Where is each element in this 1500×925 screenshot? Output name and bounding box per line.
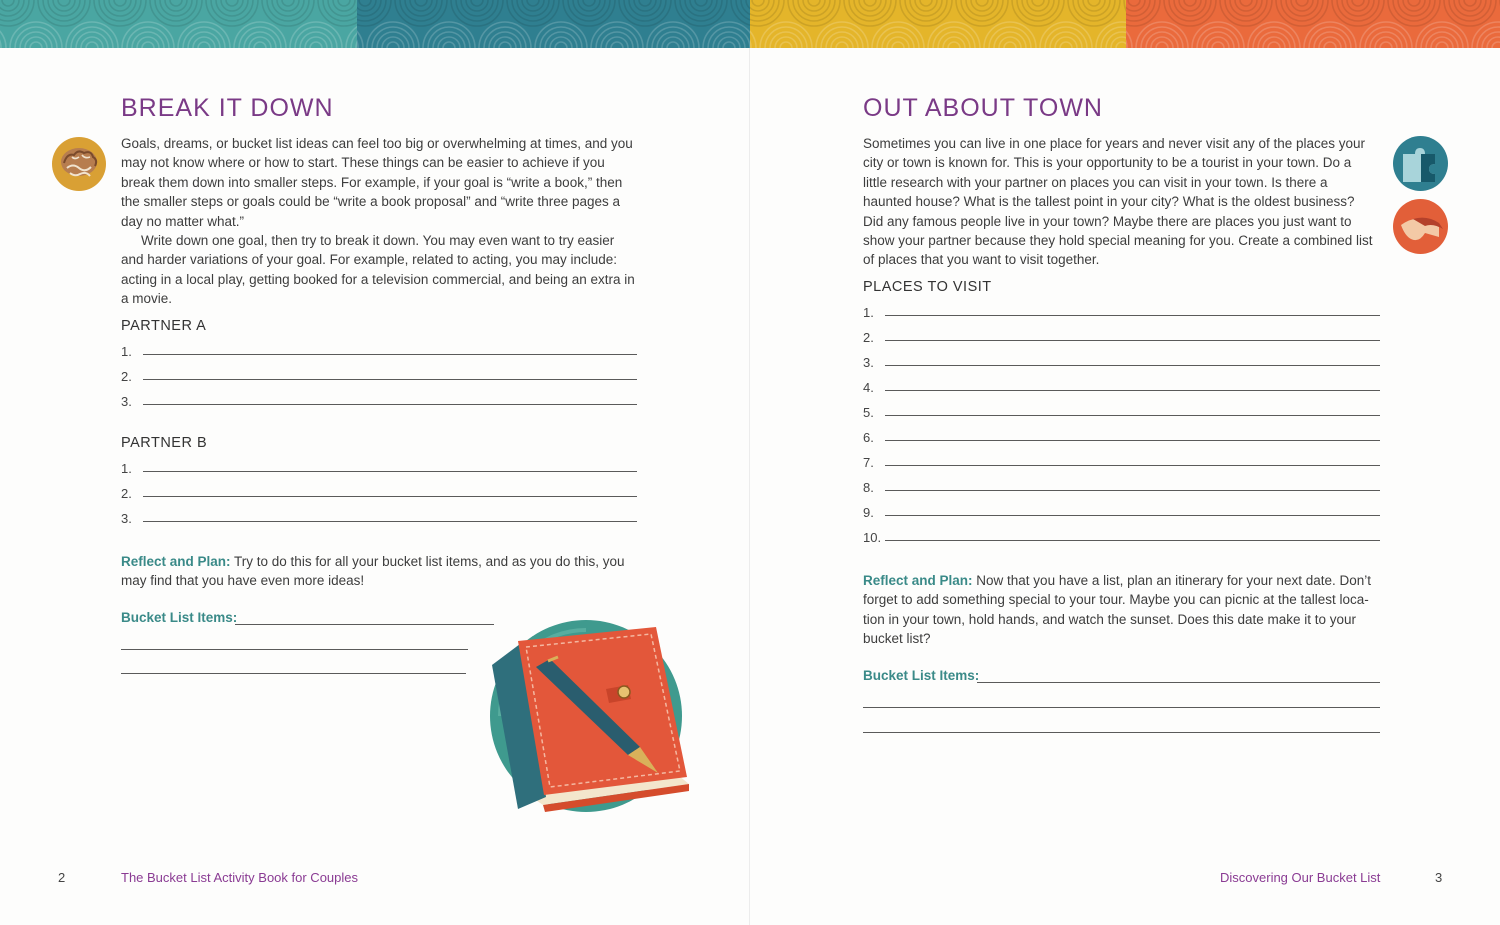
page-title: BREAK IT DOWN [121,94,334,122]
band-arc [1136,22,1188,48]
band-arc [1128,0,1140,6]
list-item[interactable] [121,386,637,411]
band-arc [357,0,381,16]
band-arc [1220,0,1272,26]
item-number: 3. [121,511,132,526]
decorative-header-band [0,0,1500,48]
places-to-visit-list [863,297,1380,547]
partner-b-label: PARTNER B [121,435,208,451]
band-arc [816,22,868,48]
item-number: 1. [863,305,874,320]
intro-paragraph: Sometimes you can live in one place for years and never visit any of the places your city or town is known for. This is your opportunity to be a tourist in your town. Do a little research with your partner on places you can visit in your town. Is there a haunted house? What is the tallest point in your city? What is the oldest business? Did any famous people live in your town? Maybe there are places you just want to show your partner because they hold special meaning for you. Create a combined list of places that you want to visit together. [863,136,1373,268]
partner-a-list [121,336,637,411]
list-item[interactable] [121,361,637,386]
reflect-label: Reflect and Plan: [121,554,231,569]
band-arc [451,0,503,26]
band-arc [808,0,820,6]
band-arc [178,22,230,48]
write-line[interactable] [885,339,1380,341]
write-line[interactable] [885,414,1380,416]
band-arc [1296,0,1308,6]
bucket-list-label: Bucket List Items: [863,668,980,683]
reflect-label: Reflect and Plan: [863,573,973,588]
puzzle-icon [1393,136,1448,196]
band-arc [423,22,475,48]
band-arc [0,27,1,48]
band-segment-blue [357,0,750,48]
partner-b-list [121,453,637,528]
page-number: 3 [1435,870,1443,885]
band-arc [788,0,840,26]
band-arc [357,27,358,48]
item-number: 6. [863,430,874,445]
band-arc [591,22,643,48]
reflect-text: Try to do this for all your bucket list items, and as you do this, you may find that you have even more ideas! [121,554,625,589]
band-arc [1088,0,1100,6]
band-arc [675,0,727,26]
band-arc [290,22,342,48]
band-segment-orange [1126,0,1500,48]
hands-icon [1393,199,1448,259]
item-number: 9. [863,505,874,520]
item-number: 2. [863,330,874,345]
band-arc [58,0,70,6]
band-arc [647,22,699,48]
band-arc [1444,0,1496,26]
write-line[interactable] [885,514,1380,516]
band-arc [1068,0,1120,26]
band-arc [1012,0,1064,26]
write-line[interactable] [885,314,1380,316]
band-pattern [1126,0,1500,48]
list-item[interactable] [863,522,1380,547]
band-segment-yellow [750,0,1126,48]
list-item[interactable] [863,322,1380,347]
write-line[interactable] [885,489,1380,491]
band-arc [928,22,980,48]
band-arc [262,0,314,26]
band-arc [920,0,932,6]
item-number: 2. [121,486,132,501]
item-number: 5. [863,405,874,420]
left-page [0,48,749,925]
band-arc [507,0,559,26]
item-number: 3. [863,355,874,370]
band-arc [956,0,1008,26]
bucket-list-line[interactable] [235,624,494,625]
item-number: 2. [121,369,132,384]
list-item[interactable] [863,497,1380,522]
band-arc [1126,27,1127,48]
band-arc [122,22,174,48]
band-arc [619,0,671,26]
list-item[interactable] [121,478,637,503]
band-arc [38,0,90,26]
item-number: 1. [121,461,132,476]
band-arc [976,0,988,6]
band-arc [66,22,118,48]
band-arc [703,22,750,48]
band-arc [226,0,238,6]
band-arc [150,0,202,26]
bucket-list-line[interactable] [121,673,466,674]
band-arc [583,0,595,6]
band-arc [1332,0,1384,26]
band-arc [1276,0,1328,26]
reflect-and-plan [863,571,1380,649]
bucket-list-line[interactable] [977,682,1380,683]
band-arc [1408,0,1420,6]
list-item[interactable] [121,336,637,361]
band-arc [1360,22,1412,48]
band-arc [471,0,483,6]
band-arc [844,0,896,26]
running-footer-title: Discovering Our Bucket List [1220,870,1381,885]
band-arc [984,22,1036,48]
band-arc [94,0,146,26]
band-arc [2,0,14,6]
band-arc [872,22,924,48]
page-number: 2 [58,870,66,885]
item-number: 1. [121,344,132,359]
band-arc [900,0,952,26]
band-arc [1192,22,1244,48]
list-item[interactable] [863,472,1380,497]
band-arc [1416,22,1468,48]
bucket-list-line[interactable] [121,649,468,650]
band-arc [1126,0,1150,16]
band-arc [695,0,707,6]
band-arc [750,27,751,48]
band-arc [563,0,615,26]
bucket-list-line[interactable] [863,707,1380,708]
write-line[interactable] [885,539,1380,541]
write-line[interactable] [885,389,1380,391]
running-footer-title: The Bucket List Activity Book for Couples [121,870,358,885]
band-arc [234,22,286,48]
band-arc [527,0,539,6]
bucket-list-label-row [863,668,979,683]
list-item[interactable] [863,372,1380,397]
band-arc [479,22,531,48]
band-arc [170,0,182,6]
band-arc [750,0,774,16]
places-to-visit-label: PLACES TO VISIT [863,279,992,295]
band-arc [10,22,62,48]
band-segment-teal [0,0,357,48]
list-item[interactable] [863,297,1380,322]
intro-text [121,134,636,309]
write-line[interactable] [143,495,637,497]
band-arc [639,0,651,6]
list-item[interactable] [121,503,637,528]
band-arc [0,0,24,16]
band-arc [1164,0,1216,26]
band-arc [282,0,294,6]
band-arc [1240,0,1252,6]
item-number: 3. [121,394,132,409]
band-pattern [0,0,357,48]
list-item[interactable] [121,453,637,478]
band-arc [864,0,876,6]
write-line[interactable] [143,403,637,405]
bucket-list-label: Bucket List Items: [121,610,238,625]
band-arc [359,0,371,6]
list-item[interactable] [863,397,1380,422]
band-arc [338,0,350,6]
band-arc [1040,22,1092,48]
write-line[interactable] [143,353,637,355]
bucket-list-label-row [121,610,237,625]
intro-paragraph-2: Write down one goal, then try to break it down. You may even want to try easier and harder variations of your goal. For example, related to acting, you may include: acting in a local play, getting booked for a television commercial, and being an extra in a movie. [121,233,635,307]
band-arc [1184,0,1196,6]
list-item[interactable] [863,447,1380,472]
page-title: OUT ABOUT TOWN [863,94,1103,122]
write-line[interactable] [143,470,637,472]
band-arc [367,22,419,48]
band-arc [752,0,764,6]
band-arc [760,22,812,48]
item-number: 10. [863,530,882,545]
item-number: 4. [863,380,874,395]
bucket-list-line[interactable] [863,732,1380,733]
write-line[interactable] [885,464,1380,466]
band-arc [1352,0,1364,6]
reflect-text: Now that you have a list, plan an itinerary for your next date. Don’t forget to add something special to your tour. Maybe you can picnic at the tallest location in your town, hold hands, and watch the sunset. Does this date make it to your bucket list? [863,573,1371,647]
intro-text [863,134,1378,270]
write-line[interactable] [885,364,1380,366]
band-pattern [357,0,750,48]
write-line[interactable] [143,378,637,380]
write-line[interactable] [143,520,637,522]
intro-paragraph-1: Goals, dreams, or bucket list ideas can feel too big or overwhelming at times, and you may not know where or how to start. These things can be easier to achieve if you break them down into smaller steps. For example, if your goal is “write a book,” then the smaller steps or goals could be “write a book proposal” and “write three pages a day no matter what.” [121,136,633,229]
item-number: 8. [863,480,874,495]
partner-a-label: PARTNER A [121,318,207,334]
item-number: 7. [863,455,874,470]
band-arc [415,0,427,6]
list-item[interactable] [863,422,1380,447]
write-line[interactable] [885,439,1380,441]
band-arc [1248,22,1300,48]
band-arc [206,0,258,26]
reflect-and-plan [121,552,631,591]
brain-icon [52,137,106,196]
list-item[interactable] [863,347,1380,372]
band-arc [114,0,126,6]
band-arc [1304,22,1356,48]
right-page [749,48,1500,925]
band-arc [1464,0,1476,6]
band-arc [1388,0,1440,26]
band-arc [535,22,587,48]
band-arc [1032,0,1044,6]
band-arc [395,0,447,26]
band-pattern [750,0,1126,48]
notebook-pen-icon [488,619,693,819]
